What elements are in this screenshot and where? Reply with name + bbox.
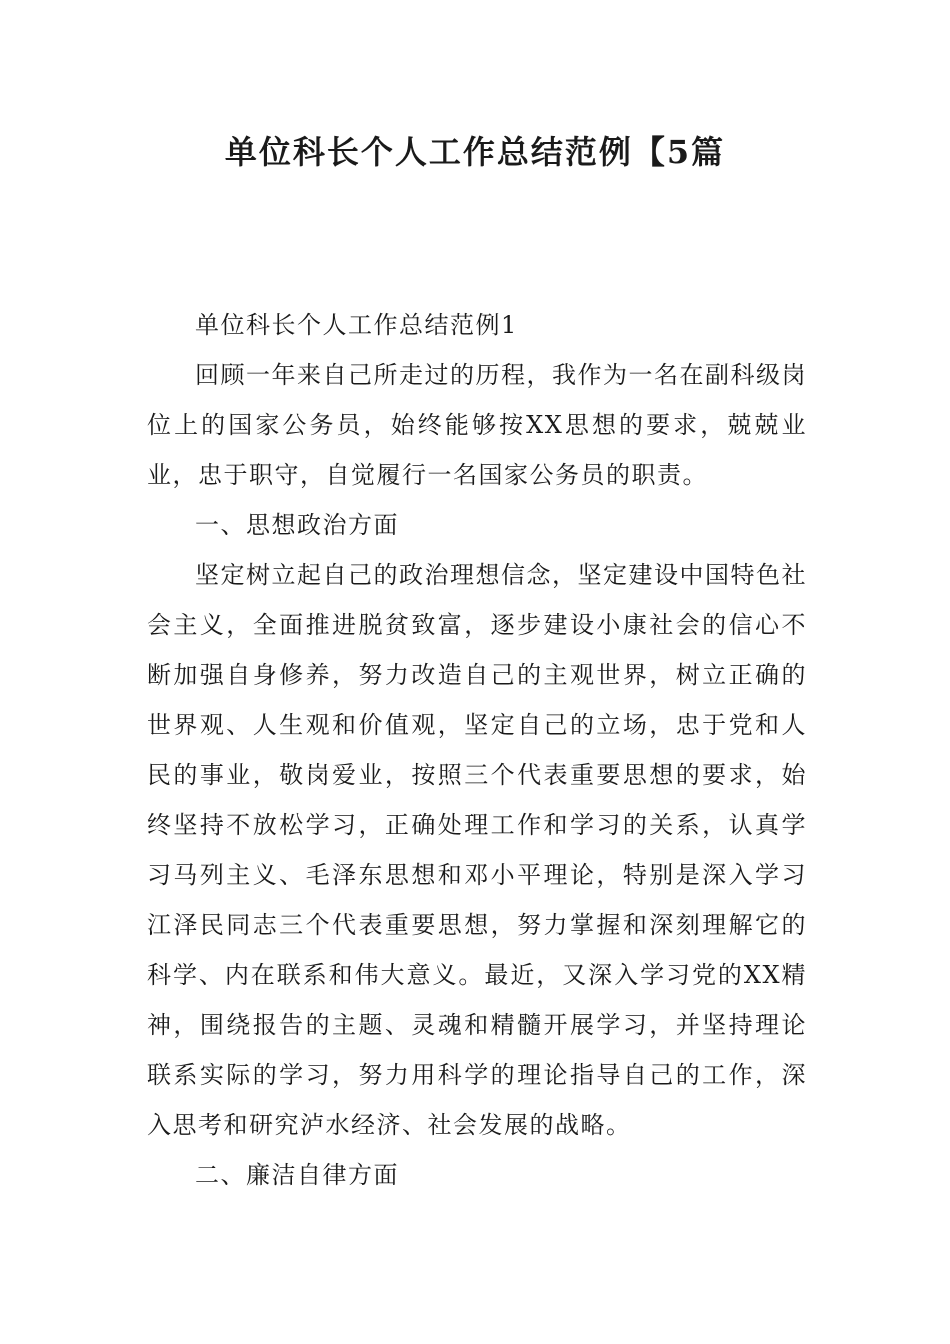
section-heading-integrity: 二、廉洁自律方面 (195, 1161, 399, 1189)
document-title: 单位科长个人工作总结范例【5篇 (224, 133, 726, 171)
document-body (147, 300, 807, 1200)
section-heading-political: 一、思想政治方面 (195, 511, 399, 539)
section-subtitle: 单位科长个人工作总结范例1 (195, 311, 518, 339)
intro-paragraph: 回顾一年来自己所走过的历程，我作为一名在副科级岗位上的国家公务员，始终能够按XX思想的要求，兢兢业业，忠于职守，自觉履行一名国家公务员的职责。 (147, 361, 807, 489)
political-paragraph: 坚定树立起自己的政治理想信念，坚定建设中国特色社会主义，全面推进脱贫致富，逐步建设小康社会的信心不断加强自身修养，努力改造自己的主观世界，树立正确的世界观、人生观和价值观，坚定自己的立场，忠于党和人民的事业，敬岗爱业，按照三个代表重要思想的要求，始终坚持不放松学习，正确处理工作和学习的关系，认真学习马列主义、毛泽东思想和邓小平理论，特别是深入学习江泽民同志三个代表重要思想，努力掌握和深刻理解它的科学、内在联系和伟大意义。最近，又深入学习党的XX精神，围绕报告的主题、灵魂和精髓开展学习，并坚持理论联系实际的学习，努力用科学的理论指导自己的工作，深入思考和研究泸水经济、社会发展的战略。 (147, 561, 807, 1139)
